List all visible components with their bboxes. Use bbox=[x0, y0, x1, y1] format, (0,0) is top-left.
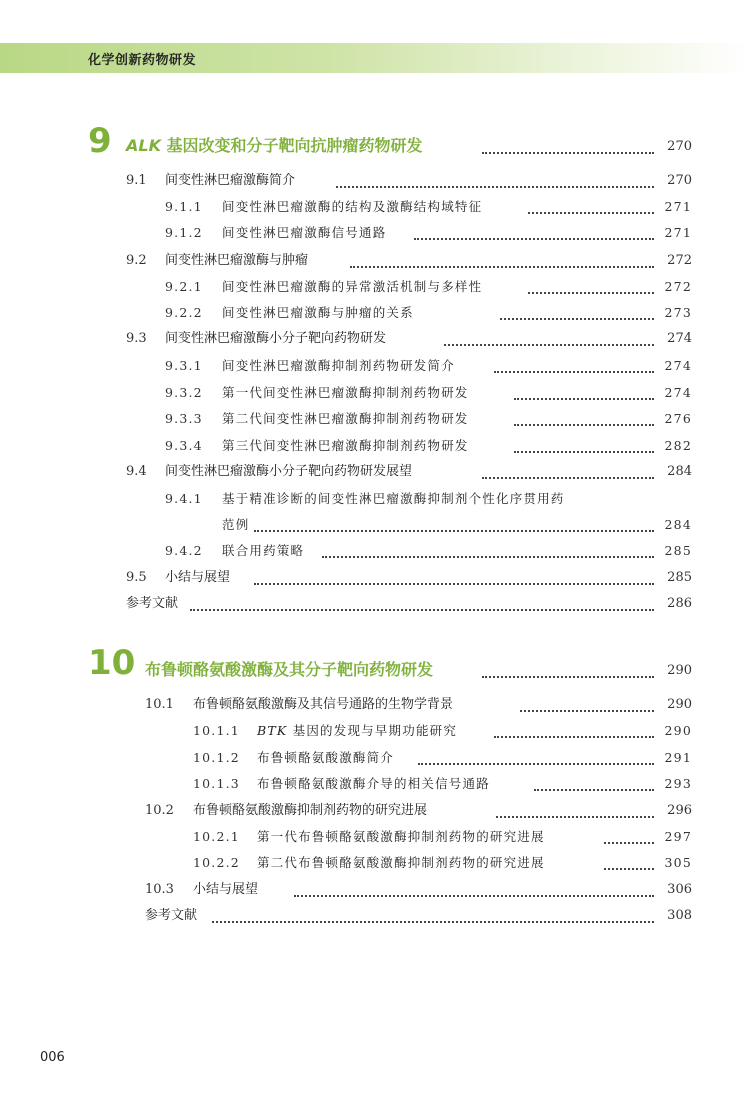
page-ref: 270 bbox=[667, 139, 692, 154]
page-ref: 285 bbox=[667, 570, 692, 585]
toc-entry[interactable] bbox=[0, 694, 750, 716]
toc-entry[interactable] bbox=[0, 250, 750, 272]
page-ref: 272 bbox=[664, 279, 692, 294]
section-number: 10.1.3 bbox=[193, 776, 240, 791]
toc-entry[interactable] bbox=[0, 905, 750, 927]
section-title: 间变性淋巴瘤激酶与肿瘤 bbox=[165, 253, 309, 268]
section-title bbox=[257, 720, 457, 742]
book-title: 化学创新药物研发 bbox=[88, 53, 197, 68]
section-title: 布鲁顿酪氨酸激酶抑制剂药物的研究进展 bbox=[193, 803, 428, 818]
page-ref: 286 bbox=[667, 596, 692, 611]
section-number: 9.4 bbox=[126, 464, 147, 479]
page-ref: 297 bbox=[664, 829, 692, 844]
section-title: 第二代布鲁顿酪氨酸激酶抑制剂药物的研究进展 bbox=[257, 855, 545, 870]
leader-dots bbox=[336, 184, 654, 188]
page-ref: 308 bbox=[667, 908, 692, 923]
section-number: 10.1.2 bbox=[193, 750, 240, 765]
toc-entry[interactable] bbox=[0, 302, 750, 324]
section-title: 间变性淋巴瘤激酶小分子靶向药物研发展望 bbox=[165, 464, 413, 479]
page-ref: 274 bbox=[664, 358, 692, 373]
gene-name: BTK bbox=[257, 723, 288, 738]
section-number: 9.2.1 bbox=[165, 279, 203, 294]
page-ref: 274 bbox=[664, 385, 692, 400]
chapter-title-prefix: ALK bbox=[126, 136, 161, 155]
page-ref: 272 bbox=[667, 253, 692, 268]
section-number: 10.2.2 bbox=[193, 855, 240, 870]
page-ref: 306 bbox=[667, 882, 692, 897]
toc-entry[interactable] bbox=[0, 328, 750, 350]
chapter-title-text: 布鲁顿酪氨酸激酶及其分子靶向药物研发 bbox=[145, 660, 434, 679]
leader-dots bbox=[534, 787, 654, 791]
section-title: 布鲁顿酪氨酸激酶简介 bbox=[257, 750, 395, 765]
leader-dots bbox=[494, 369, 654, 373]
leader-dots bbox=[496, 814, 654, 818]
toc-entry[interactable] bbox=[0, 196, 750, 218]
toc-entry[interactable] bbox=[0, 276, 750, 298]
section-title-text: 基因的发现与早期功能研究 bbox=[287, 723, 458, 738]
page-ref: 305 bbox=[664, 855, 692, 870]
section-number: 9.2 bbox=[126, 253, 147, 268]
section-title: 参考文献 bbox=[126, 596, 179, 611]
leader-dots bbox=[528, 290, 654, 294]
leader-dots bbox=[604, 866, 654, 870]
leader-dots bbox=[482, 475, 654, 479]
section-title: 参考文献 bbox=[145, 908, 198, 923]
page-ref: 282 bbox=[664, 438, 692, 453]
toc-entry[interactable] bbox=[0, 879, 750, 901]
leader-dots bbox=[444, 342, 654, 346]
toc-entry-continuation[interactable] bbox=[0, 514, 750, 536]
chapter-heading[interactable] bbox=[0, 644, 750, 684]
leader-dots bbox=[482, 674, 654, 678]
toc-entry[interactable] bbox=[0, 382, 750, 404]
chapter-title bbox=[126, 133, 423, 156]
toc-entry[interactable] bbox=[0, 593, 750, 615]
section-title: 第三代间变性淋巴瘤激酶抑制剂药物研发 bbox=[222, 438, 469, 453]
toc-entry[interactable] bbox=[0, 852, 750, 874]
section-title: 联合用药策略 bbox=[222, 543, 305, 558]
page-ref: 274 bbox=[667, 331, 692, 346]
leader-dots bbox=[494, 734, 654, 738]
page-ref: 270 bbox=[667, 173, 692, 188]
section-number: 9.5 bbox=[126, 570, 147, 585]
leader-dots bbox=[604, 840, 654, 844]
section-title: 间变性淋巴瘤激酶的异常激活机制与多样性 bbox=[222, 279, 483, 294]
toc-entry[interactable] bbox=[0, 773, 750, 795]
page-ref: 290 bbox=[667, 663, 692, 678]
leader-dots bbox=[190, 607, 654, 611]
leader-dots bbox=[418, 761, 654, 765]
section-number: 10.1.1 bbox=[193, 723, 240, 738]
leader-dots bbox=[482, 150, 654, 154]
section-number: 9.1 bbox=[126, 173, 147, 188]
section-title: 第二代间变性淋巴瘤激酶抑制剂药物研发 bbox=[222, 411, 469, 426]
section-title: 第一代间变性淋巴瘤激酶抑制剂药物研发 bbox=[222, 385, 469, 400]
section-title: 布鲁顿酪氨酸激酶及其信号通路的生物学背景 bbox=[193, 697, 454, 712]
section-number: 9.3.3 bbox=[165, 411, 203, 426]
leader-dots bbox=[254, 581, 654, 585]
section-number: 9.1.2 bbox=[165, 225, 203, 240]
leader-dots bbox=[294, 893, 654, 897]
section-number: 10.2 bbox=[145, 803, 174, 818]
chapter-heading[interactable] bbox=[0, 120, 750, 160]
page-ref: 290 bbox=[667, 697, 692, 712]
section-title: 间变性淋巴瘤激酶简介 bbox=[165, 173, 296, 188]
section-number: 10.1 bbox=[145, 697, 174, 712]
toc-entry[interactable] bbox=[0, 488, 750, 510]
page-ref: 284 bbox=[667, 464, 692, 479]
toc-entry[interactable] bbox=[0, 170, 750, 192]
section-title: 第一代布鲁顿酪氨酸激酶抑制剂药物的研究进展 bbox=[257, 829, 545, 844]
section-title: 布鲁顿酪氨酸激酶介导的相关信号通路 bbox=[257, 776, 490, 791]
toc-entry[interactable] bbox=[0, 435, 750, 457]
section-number: 9.3.2 bbox=[165, 385, 203, 400]
page-ref: 285 bbox=[664, 543, 692, 558]
section-number: 9.1.1 bbox=[165, 199, 203, 214]
section-number: 9.3.4 bbox=[165, 438, 203, 453]
section-title: 间变性淋巴瘤激酶的结构及激酶结构域特征 bbox=[222, 199, 483, 214]
page-ref: 271 bbox=[664, 199, 692, 214]
toc-entry[interactable] bbox=[0, 747, 750, 769]
toc-entry[interactable] bbox=[0, 720, 750, 742]
section-title: 间变性淋巴瘤激酶信号通路 bbox=[222, 225, 387, 240]
page-ref: 273 bbox=[664, 305, 692, 320]
leader-dots bbox=[212, 919, 654, 923]
toc-entry[interactable] bbox=[0, 222, 750, 244]
toc-entry[interactable] bbox=[0, 826, 750, 848]
toc-entry[interactable] bbox=[0, 800, 750, 822]
chapter-number: 9 bbox=[88, 121, 112, 161]
section-title: 小结与展望 bbox=[165, 570, 231, 585]
section-title: 小结与展望 bbox=[193, 882, 259, 897]
section-number: 9.4.2 bbox=[165, 543, 203, 558]
section-title: 间变性淋巴瘤激酶抑制剂药物研发简介 bbox=[222, 358, 455, 373]
page-ref: 271 bbox=[664, 225, 692, 240]
toc-entry[interactable] bbox=[0, 461, 750, 483]
section-number: 9.4.1 bbox=[165, 491, 203, 506]
section-number: 9.2.2 bbox=[165, 305, 203, 320]
toc-entry[interactable] bbox=[0, 567, 750, 589]
section-number: 10.2.1 bbox=[193, 829, 240, 844]
section-title: 间变性淋巴瘤激酶小分子靶向药物研发 bbox=[165, 331, 387, 346]
leader-dots bbox=[350, 264, 654, 268]
section-number: 9.3.1 bbox=[165, 358, 203, 373]
leader-dots bbox=[500, 316, 654, 320]
section-title-continuation: 范例 bbox=[222, 517, 250, 532]
page-ref: 284 bbox=[664, 517, 692, 532]
page-ref: 291 bbox=[664, 750, 692, 765]
chapter-title bbox=[145, 657, 433, 680]
leader-dots bbox=[528, 210, 654, 214]
toc-entry[interactable] bbox=[0, 408, 750, 430]
page-ref: 296 bbox=[667, 803, 692, 818]
toc-entry[interactable] bbox=[0, 355, 750, 377]
toc-entry[interactable] bbox=[0, 540, 750, 562]
leader-dots bbox=[414, 236, 654, 240]
leader-dots bbox=[514, 449, 654, 453]
chapter-title-text: 基因改变和分子靶向抗肿瘤药物研发 bbox=[160, 136, 423, 155]
page-ref: 290 bbox=[664, 723, 692, 738]
leader-dots bbox=[514, 396, 654, 400]
leader-dots bbox=[322, 554, 654, 558]
section-number: 10.3 bbox=[145, 882, 174, 897]
page-ref: 293 bbox=[664, 776, 692, 791]
section-title: 间变性淋巴瘤激酶与肿瘤的关系 bbox=[222, 305, 414, 320]
page-number: 006 bbox=[40, 1050, 65, 1065]
leader-dots bbox=[254, 528, 654, 532]
section-title: 基于精准诊断的间变性淋巴瘤激酶抑制剂个性化序贯用药 bbox=[222, 491, 565, 506]
section-number: 9.3 bbox=[126, 331, 147, 346]
chapter-number: 10 bbox=[88, 643, 136, 683]
page-ref: 276 bbox=[664, 411, 692, 426]
leader-dots bbox=[514, 422, 654, 426]
leader-dots bbox=[520, 708, 654, 712]
